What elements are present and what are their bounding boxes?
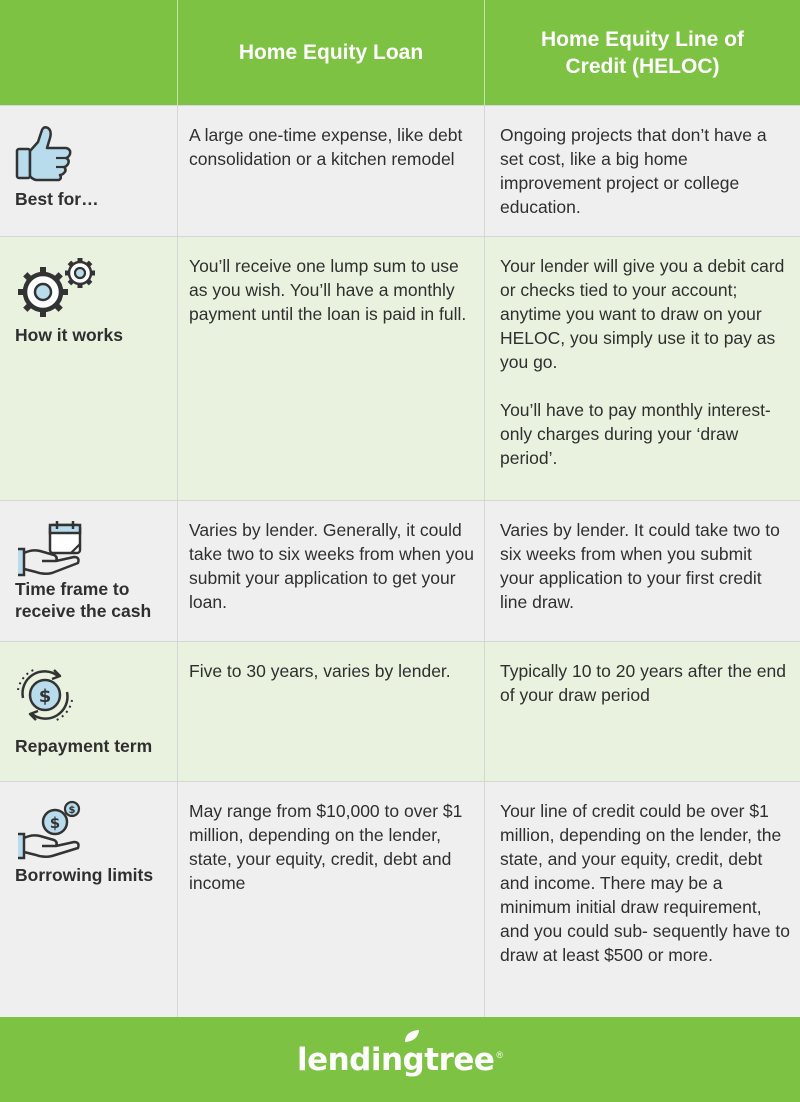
dollar-cycle-icon	[14, 664, 76, 726]
loan-how-it-works-text: You’ll receive one lump sum to use as you wish. You’ll have a monthly payment until the loan is paid in full.	[189, 256, 467, 324]
hand-coins-icon	[14, 798, 84, 860]
loan-borrowing-limits	[177, 782, 484, 1017]
registered-mark: ®	[496, 1049, 504, 1060]
heloc-repayment-term	[484, 642, 800, 781]
header-home-equity-loan: Home Equity Loan	[177, 0, 484, 105]
heloc-best-for-text: Ongoing projects that don’t have a set cost, like a big home improvement project or college education.	[500, 125, 767, 217]
row-label-repayment-term: Repayment term	[15, 736, 153, 756]
row-label-borrowing-limits: Borrowing limits	[15, 865, 154, 885]
table-row-repayment-term	[0, 641, 800, 781]
loan-best-for-text: A large one-time expense, like debt consolidation or a kitchen remodel	[189, 125, 463, 169]
row-label-cell	[0, 237, 177, 500]
thumbs-up-icon	[14, 124, 74, 182]
row-label-time-frame: Time frame to receive the cash	[15, 579, 152, 621]
heloc-repayment-term-text: Typically 10 to 20 years after the end of your draw period	[500, 661, 786, 705]
row-label-best-for: Best for…	[15, 189, 99, 209]
logo-wordmark: lendingtree	[296, 1041, 495, 1078]
row-label-cell	[0, 782, 177, 1017]
table-row-borrowing-limits	[0, 781, 800, 1017]
svg-text:$: $	[68, 805, 76, 816]
row-label-cell	[0, 106, 177, 236]
heloc-how-it-works-text-1: Your lender will give you a debit card or checks tied to your account; anytime you want to draw on your HELOC, you simply use it to pay as you go.	[500, 256, 785, 372]
heloc-time-frame	[484, 501, 800, 641]
table-row-how-it-works	[0, 236, 800, 500]
calendar-hand-icon	[14, 519, 86, 577]
loan-best-for	[177, 106, 484, 236]
svg-text:$: $	[49, 814, 61, 832]
heloc-best-for	[484, 106, 800, 236]
heloc-how-it-works	[484, 237, 800, 500]
loan-time-frame	[177, 501, 484, 641]
header-heloc: Home Equity Line of Credit (HELOC)	[484, 0, 800, 105]
loan-repayment-term-text: Five to 30 years, varies by lender.	[189, 661, 451, 681]
row-label-how-it-works: How it works	[15, 325, 123, 345]
heloc-how-it-works-text-2: You’ll have to pay monthly interest-only charges during your ‘draw period’.	[500, 400, 771, 468]
table-row-best-for	[0, 105, 800, 236]
heloc-time-frame-text: Varies by lender. It could take two to six weeks from when you submit your application to your first credit line draw.	[500, 520, 780, 612]
gears-icon	[14, 255, 100, 319]
row-label-cell	[0, 642, 177, 781]
heloc-borrowing-limits	[484, 782, 800, 1017]
heloc-borrowing-limits-text: Your line of credit could be over $1 million, depending on the lender, the state, and your equity, credit, debt and income. There may be a minimum initial draw requirement, and you could sub- sequently have to draw at least $500 or more.	[500, 801, 790, 965]
lendingtree-logo[interactable]	[297, 1042, 503, 1078]
loan-how-it-works	[177, 237, 484, 500]
loan-repayment-term	[177, 642, 484, 781]
leaf-icon	[403, 1028, 421, 1044]
header-empty-cell	[0, 0, 177, 105]
loan-time-frame-text: Varies by lender. Generally, it could take two to six weeks from when you submit your application to get your loan.	[189, 520, 474, 612]
loan-borrowing-limits-text: May range from $10,000 to over $1 million, depending on the lender, state, your equity, credit, debt and income	[189, 801, 463, 893]
svg-text:$: $	[38, 686, 52, 707]
row-label-cell	[0, 501, 177, 641]
table-row-time-frame	[0, 500, 800, 641]
footer-bar	[0, 1017, 800, 1102]
table-header	[0, 0, 800, 105]
